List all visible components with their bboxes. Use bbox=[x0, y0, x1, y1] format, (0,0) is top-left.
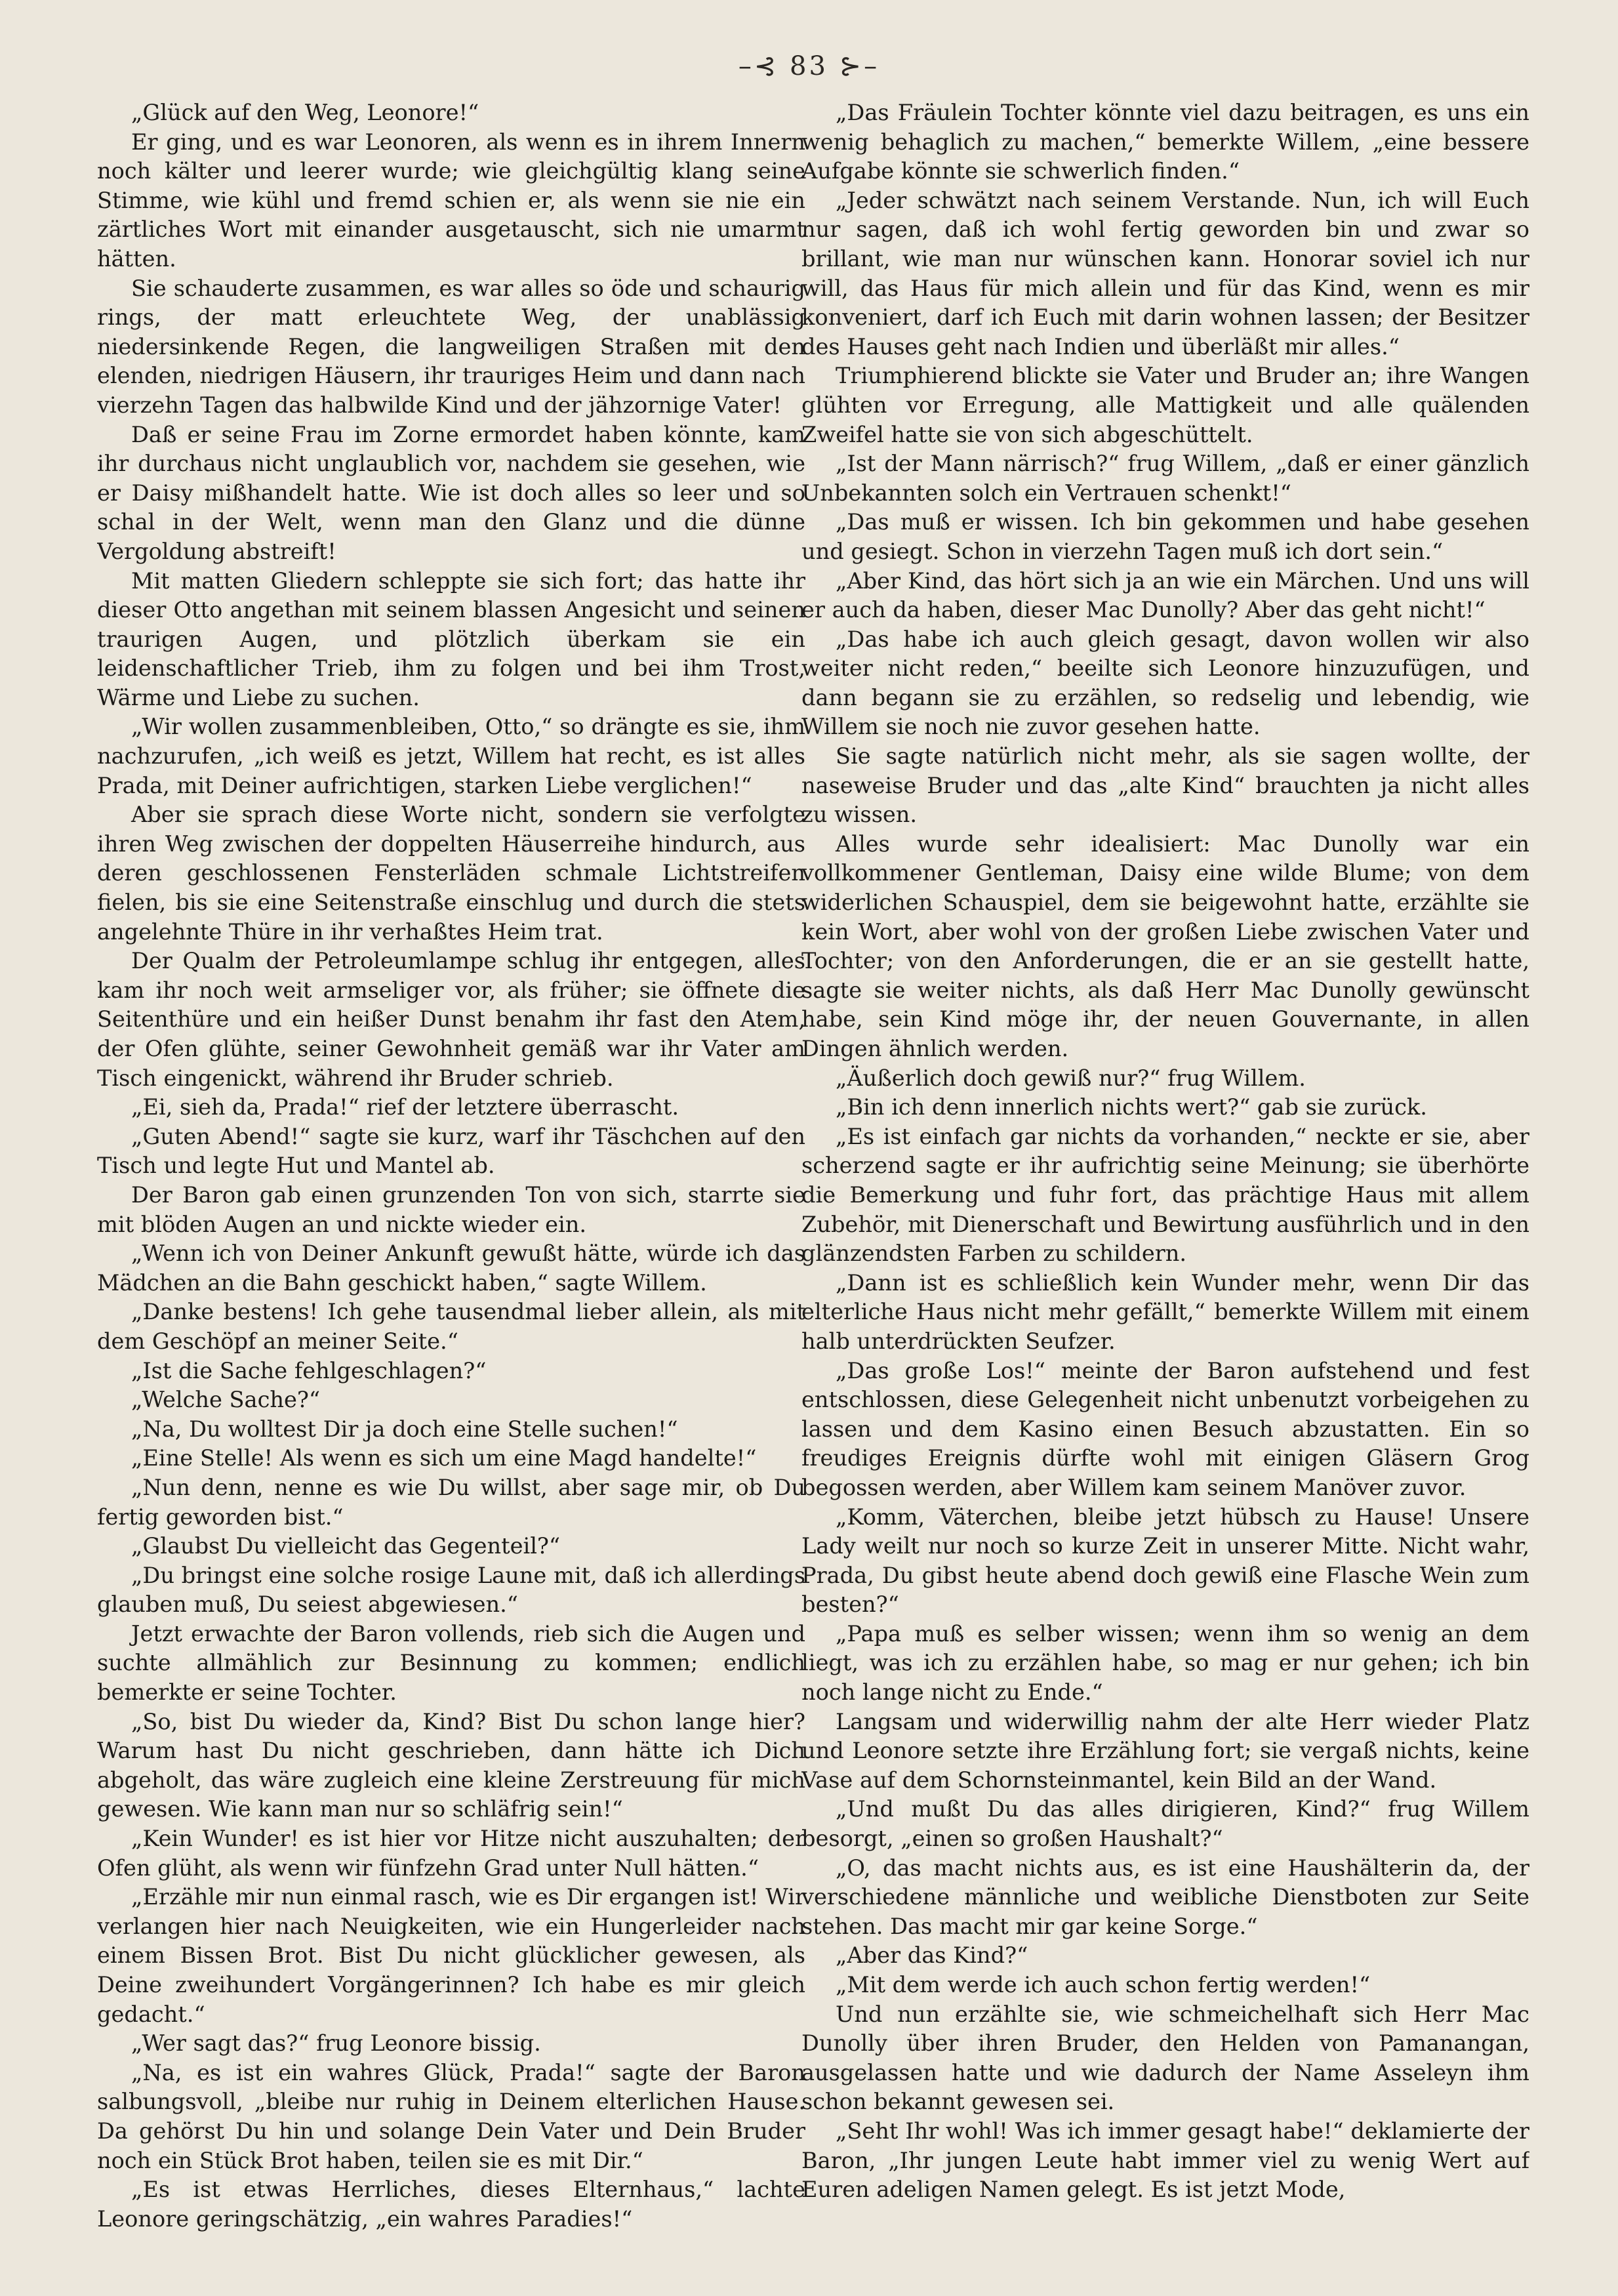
paragraph: „Das Fräulein Tochter könnte viel dazu beitragen, es uns ein wenig behaglich zu machen,“ bemerkte Willem, „eine bessere Aufgabe könnte sie schwerlich finden.“ bbox=[801, 100, 1529, 184]
paragraph: „Wer sagt das?“ frug Leonore bissig. bbox=[131, 2030, 541, 2057]
paragraph: Mit matten Gliedern schleppte sie sich fort; das hatte ihr dieser Otto angethan mit seinem blassen Angesicht und seinen traurigen Augen, und plötzlich überkam sie ein leidenschaftlicher Trieb, ihm zu folgen und bei ihm Trost, Wärme und Liebe zu suchen. bbox=[97, 567, 805, 710]
paragraph: „Äußerlich doch gewiß nur?“ frug Willem. bbox=[836, 1065, 1306, 1091]
paragraph: Der Baron gab einen grunzenden Ton von sich, starrte sie mit blöden Augen an und nickte wieder ein. bbox=[97, 1181, 805, 1237]
paragraph: Sie sagte natürlich nicht mehr, als sie sagen wollte, der naseweise Bruder und das „alte Kind“ brauchten ja nicht alles zu wissen. bbox=[801, 743, 1529, 828]
paragraph: „Eine Stelle! Als wenn es sich um eine Magd handelte!“ bbox=[131, 1445, 757, 1471]
paragraph: „Na, Du wolltest Dir ja doch eine Stelle suchen!“ bbox=[131, 1416, 678, 1442]
paragraph: „O, das macht nichts aus, es ist eine Haushälterin da, der verschiedene männliche und weibliche Dienstboten zur Seite stehen. Das macht mir gar keine Sorge.“ bbox=[801, 1855, 1529, 1939]
left-column bbox=[97, 98, 805, 2257]
paragraph: „Nun denn, nenne es wie Du willst, aber sage mir, ob Du fertig geworden bist.“ bbox=[97, 1474, 805, 1530]
paragraph: Der Qualm der Petroleumlampe schlug ihr entgegen, alles kam ihr noch weit armseliger vor, als früher; sie öffnete die Seitenthüre und ein heißer Dunst benahm ihr fast den Atem, der Ofen glühte, seiner Gewohnheit gemäß war ihr Vater am Tisch eingenickt, während ihr Bruder schrieb. bbox=[97, 948, 805, 1091]
paragraph: „Das große Los!“ meinte der Baron aufstehend und fest entschlossen, diese Gelegenheit nicht unbenutzt vorbeigehen zu lassen und dem Kasino einen Besuch abzustatten. Ein so freudiges Ereignis dürfte wohl mit einigen Gläsern Grog begossen werden, aber Willem kam seinem Manöver zuvor. bbox=[801, 1357, 1529, 1500]
paragraph: „Aber Kind, das hört sich ja an wie ein Märchen. Und uns will er auch da haben, dieser Mac Dunolly? Aber das geht nicht!“ bbox=[801, 567, 1529, 623]
paragraph: „Jeder schwätzt nach seinem Verstande. Nun, ich will Euch nur sagen, daß ich wohl fertig geworden bin und zwar so brillant, wie man nur wünschen kann. Honorar soviel ich nur will, das Haus für mich allein und für das Kind, wenn es mir konveniert, darf ich Euch mit darin wohnen lassen; der Besitzer des Hauses geht nach Indien und überläßt mir alles.“ bbox=[801, 187, 1529, 359]
paragraph: „Komm, Väterchen, bleibe jetzt hübsch zu Hause! Unsere Lady weilt nur noch so kurze Zeit in unserer Mitte. Nicht wahr, Prada, Du gibst heute abend doch gewiß eine Flasche Wein zum besten?“ bbox=[801, 1504, 1529, 1618]
paragraph: „Es ist einfach gar nichts da vorhanden,“ neckte er sie, aber scherzend sagte er ihr aufrichtig seine Meinung; sie überhörte die Bemerkung und fuhr fort, das prächtige Haus mit allem Zubehör, mit Dienerschaft und Bewirtung ausführlich und in den glänzendsten Farben zu schildern. bbox=[801, 1123, 1529, 1267]
paragraph: „Das muß er wissen. Ich bin gekommen und habe gesehen und gesiegt. Schon in vierzehn Tagen muß ich dort sein.“ bbox=[801, 509, 1529, 564]
paragraph: „Welche Sache?“ bbox=[131, 1387, 321, 1413]
paragraph: Langsam und widerwillig nahm der alte Herr wieder Platz und Leonore setzte ihre Erzählung fort; sie vergaß nichts, keine Vase auf dem Schornsteinmantel, kein Bild an der Wand. bbox=[801, 1708, 1529, 1793]
paragraph: „Seht Ihr wohl! Was ich immer gesagt habe!“ deklamierte der Baron, „Ihr jungen Leute habt immer viel zu wenig Wert auf Euren adeligen Namen gelegt. Es ist jetzt Mode, bbox=[801, 2118, 1529, 2203]
paragraph: „Wir wollen zusammenbleiben, Otto,“ so drängte es sie, ihm nachzurufen, „ich weiß es jetzt, Willem hat recht, es ist alles Prada, mit Deiner aufrichtigen, starken Liebe verglichen!“ bbox=[97, 714, 805, 798]
paragraph: „Das habe ich auch gleich gesagt, davon wollen wir also weiter nicht reden,“ beeilte sich Leonore hinzuzufügen, und dann begann sie zu erzählen, so redselig und lebendig, wie Willem sie noch nie zuvor gesehen hatte. bbox=[801, 626, 1529, 740]
paragraph: „Und mußt Du das alles dirigieren, Kind?“ frug Willem besorgt, „einen so großen Haushalt?“ bbox=[801, 1796, 1529, 1852]
paragraph: „Ei, sieh da, Prada!“ rief der letztere überrascht. bbox=[131, 1094, 679, 1120]
paragraph: „Danke bestens! Ich gehe tausendmal lieber allein, als mit dem Geschöpf an meiner Seite.“ bbox=[97, 1299, 805, 1354]
paragraph: „Ist der Mann närrisch?“ frug Willem, „daß er einer gänzlich Unbekannten solch ein Vertrauen schenkt!“ bbox=[801, 451, 1529, 506]
paragraph: „Dann ist es schließlich kein Wunder mehr, wenn Dir das elterliche Haus nicht mehr gefällt,“ bemerkte Willem mit einem halb unterdrückten Seufzer. bbox=[801, 1269, 1529, 1354]
paragraph: Jetzt erwachte der Baron vollends, rieb sich die Augen und suchte allmählich zur Besinnung zu kommen; endlich bemerkte er seine Tochter. bbox=[97, 1620, 805, 1706]
paragraph: „Kein Wunder! es ist hier vor Hitze nicht auszuhalten; der Ofen glüht, als wenn wir fünfzehn Grad unter Null hätten.“ bbox=[97, 1826, 805, 1881]
paragraph: „Glaubst Du vielleicht das Gegenteil?“ bbox=[131, 1533, 561, 1559]
paragraph: „Papa muß es selber wissen; wenn ihm so wenig an dem liegt, was ich zu erzählen habe, so mag er nur gehen; ich bin noch lange nicht zu Ende.“ bbox=[801, 1620, 1529, 1706]
paragraph: Triumphierend blickte sie Vater und Bruder an; ihre Wangen glühten vor Erregung, alle Mattigkeit und alle quälenden Zweifel hatte sie von sich abgeschüttelt. bbox=[801, 363, 1529, 447]
paragraph: „Erzähle mir nun einmal rasch, wie es Dir ergangen ist! Wir verlangen hier nach Neuigkeiten, wie ein Hungerleider nach einem Bissen Brot. Bist Du nicht glücklicher gewesen, als Deine zweihundert Vorgängerinnen? Ich habe es mir gleich gedacht.“ bbox=[97, 1884, 805, 2027]
paragraph: „Guten Abend!“ sagte sie kurz, warf ihr Täschchen auf den Tisch und legte Hut und Mantel ab. bbox=[97, 1123, 805, 1179]
paragraph: „Glück auf den Weg, Leonore!“ bbox=[131, 100, 479, 125]
paragraph: „Wenn ich von Deiner Ankunft gewußt hätte, würde ich das Mädchen an die Bahn geschickt haben,“ sagte Willem. bbox=[97, 1240, 805, 1296]
paragraph: „Mit dem werde ich auch schon fertig werden!“ bbox=[836, 1972, 1371, 1998]
paragraph: Sie schauderte zusammen, es war alles so öde und schaurig rings, der matt erleuchtete Weg, der unablässig niedersinkende Regen, die langweiligen Straßen mit den elenden, niedrigen Häusern, ihr trauriges Heim und dann nach vierzehn Tagen das halbwilde Kind und der jähzornige Vater! bbox=[97, 275, 805, 418]
paragraph: Und nun erzählte sie, wie schmeichelhaft sich Herr Mac Dunolly über ihren Bruder, den Helden von Pamanangan, ausgelassen hatte und wie dadurch der Name Asseleyn ihm schon bekannt gewesen sei. bbox=[801, 2001, 1529, 2115]
paragraph: „Es ist etwas Herrliches, dieses Elternhaus,“ lachte Leonore geringschätzig, „ein wahres Paradies!“ bbox=[97, 2177, 805, 2232]
paragraph: „Du bringst eine solche rosige Laune mit, daß ich allerdings glauben muß, Du seiest abgewiesen.“ bbox=[97, 1562, 805, 1618]
paragraph: „Aber das Kind?“ bbox=[836, 1942, 1028, 1969]
paragraph: Aber sie sprach diese Worte nicht, sondern sie verfolgte ihren Weg zwischen der doppelten Häuserreihe hindurch, aus deren geschlossenen Fensterläden schmale Lichtstreifen fielen, bis sie eine Seitenstraße einschlug und durch die stets angelehnte Thüre in ihr verhaßtes Heim trat. bbox=[97, 802, 805, 945]
right-column bbox=[801, 98, 1529, 2257]
page-header: –⊰ 83 ⊱– bbox=[738, 51, 880, 81]
paragraph: „Ist die Sache fehlgeschlagen?“ bbox=[131, 1357, 487, 1384]
paragraph: Daß er seine Frau im Zorne ermordet haben könnte, kam ihr durchaus nicht unglaublich vor, nachdem sie gesehen, wie er Daisy mißhandelt hatte. Wie ist doch alles so leer und so schal in der Welt, wenn man den Glanz und die dünne Vergoldung abstreift! bbox=[97, 421, 805, 564]
paragraph: „Bin ich denn innerlich nichts wert?“ gab sie zurück. bbox=[836, 1094, 1427, 1120]
paragraph: Er ging, und es war Leonoren, als wenn es in ihrem Innern noch kälter und leerer wurde; wie gleichgültig klang seine Stimme, wie kühl und fremd schien er, als wenn sie nie ein zärtliches Wort mit einander ausgetauscht, sich nie umarmt hätten. bbox=[97, 129, 805, 272]
paragraph: Alles wurde sehr idealisiert: Mac Dunolly war ein vollkommener Gentleman, Daisy eine wilde Blume; von dem widerlichen Schauspiel, dem sie beigewohnt hatte, erzählte sie kein Wort, aber wohl von der großen Liebe zwischen Vater und Tochter; von den Anforderungen, die er an sie gestellt hatte, sagte sie weiter nichts, als daß Herr Mac Dunolly gewünscht habe, sein Kind möge ihr, der neuen Gouvernante, in allen Dingen ähnlich werden. bbox=[801, 830, 1529, 1061]
paragraph: „Na, es ist ein wahres Glück, Prada!“ sagte der Baron salbungsvoll, „bleibe nur ruhig in Deinem elterlichen Hause. Da gehörst Du hin und solange Dein Vater und Dein Bruder noch ein Stück Brot haben, teilen sie es mit Dir.“ bbox=[97, 2059, 805, 2173]
paragraph: „So, bist Du wieder da, Kind? Bist Du schon lange hier? Warum hast Du nicht geschrieben, dann hätte ich Dich abgeholt, das wäre zugleich eine kleine Zerstreuung für mich gewesen. Wie kann man nur so schläfrig sein!“ bbox=[97, 1708, 805, 1822]
